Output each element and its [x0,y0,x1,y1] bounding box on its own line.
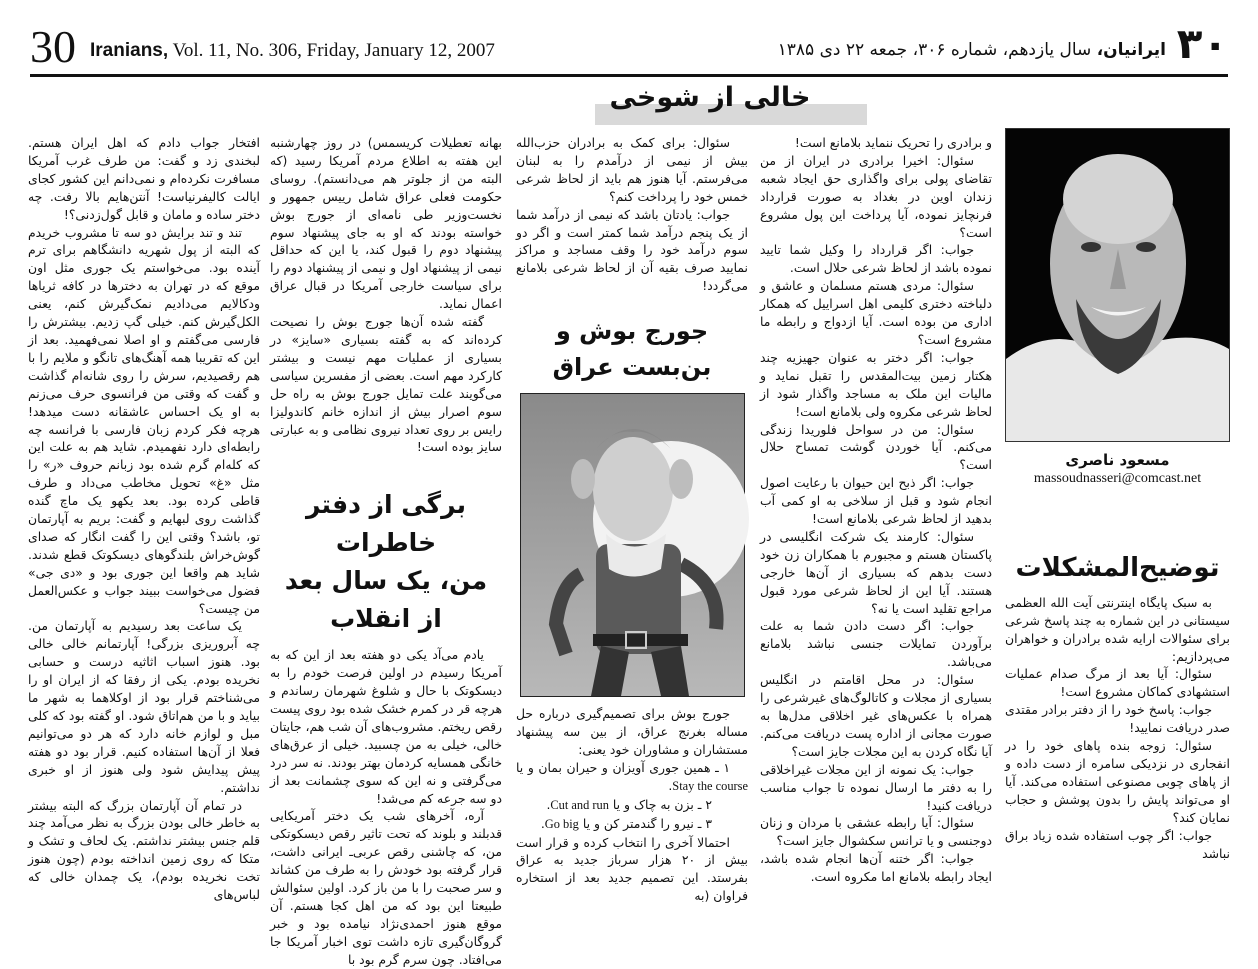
option-3-fa: ۳ ـ نیرو را گندمتر کن و یا [582,815,712,831]
option-1: ۱ ـ همین جوری آویزان و حیران بمان و یا Stay the course. [516,759,748,793]
section-title: خالی از شوخی [609,82,811,113]
paragraph: سئوال: کارمند یک شرکت انگلیسی در پاکستان هستم و مجبورم با همکاران زن خود دست بدهم که بسیاری از آن‌ها خارجی هستند. آیا این از لحاظ شرعی مورد قبول مراجع تقلید است یا نه؟ [760,528,992,616]
paragraph: و برادری را تحریک ننماید بلامانع است! [794,135,992,150]
author-name: مسعود ناصری [1065,451,1170,469]
paragraph: تند و تند برایش دو سه تا مشروب خریدم که البته از پول شهریه دانشگاهم برای ترم آینده بود. می‌خواستم یک جوری مثل اون موقع که در تهران به دخترها در کافه ثریاها ودکالایم می‌دادیم نمک‌گیرش کنم، یعنی الکل‌گیرش کنم. خیلی گپ زدیم. بیشترش را فارسی می‌گفتم و او اصلا نمی‌فهمید. بعد از این که تقریبا همه آهنگ‌های تانگو و ملایم را با هم رقصیدیم، سرش را روی شانه‌ام گذاشت و گفت که وقتی من فرانسوی حرف می‌زنم به او یک احساس عاشقانه دست میدهد! هرچه فکر کردم زبان فارسی با فرانسه چه رابطه‌ای دارد نفهمیدم. شاید هم به علت این که کله‌ام گرم شده بود زبانم حروف «ر» را مثل «غ» تحویل مخاطب می‌داد و طرف قاطی کرده بود. بعد یکهو یک ماچ گنده گذاشت روی لبهایم و گفت: بریم به آپارتمان تو، باشد؟ وقتی این را گفت انگار که صدای گوش‌خراش بلندگوهای دیسکوتک قطع شدند. شاید هم واقعا این جوری بود و «دی جی» فضول می‌خواست ببیند جواب و عکس‌العمل من چیست؟ [28,224,260,616]
paragraph: یک ساعت بعد رسیدیم به آپارتمان من. چه آبروریزی بزرگی! آپارتمانم خالی خالی بود. هنوز اسباب اثاثیه درست و حسابی نخریده بودم. یکی از رفقا که از ایران او را می‌شناختم قرار بود از اوکلاهما به شهر ما بیاید و با من هم‌اتاق شود. او گفته بود که کلی مبل و لوازم خانه دارد که هر دو می‌توانیم فعلا از آن‌ها استفاده کنیم. قرار بود دو هفته پیش پیدایش شود ولی هنوز از او خبری نداشتم. [28,618,260,795]
paragraph: سئوال: زوجه بنده پاهای خود را در انفجاری در نزدیکی سامره از دست داده و از پاهای چوبی مصنوعی استفاده می‌کند. آیا او می‌تواند پایش را بدون پوشش و حجاب نمایان کند؟ [1005,738,1230,825]
article-title: توضیح‌المشکلات [1015,552,1220,583]
paragraph: جواب: اگر چوب استفاده شده زیاد براق نباشد [1005,827,1230,861]
paragraph: بهانه تعطیلات کریسمس) در روز چهارشنبه این هفته به اطلاع مردم آمریکا رسید (که البته من از جلوتر هم می‌دانستم). روسای حکومت فعلی عراق شامل رییس جمهور و نخست‌وزیر طی نامه‌ای از جورج بوش خواسته بودند که او به جای پیشنهاد سوم پیشنهاد دوم را قبول کند، یا این که حداقل نیمی از پیشنهاد اول و نیمی از پیشنهاد دوم را برای سیاست خارجی آمریکا در قبال عراق اعمال نماید. [270,135,502,312]
masthead [30,18,1228,77]
bush-cartoon [520,393,745,697]
paragraph: سئوال: در محل اقامتم در انگلیس بسیاری از مجلات و کاتالوگ‌های غیرشرعی را همراه با عکس‌های غیر اخلاقی مدل‌ها به صورت مجانی از اداره پست دریافت می‌کنم. آیا نگاه کردن به این مجلات جایز است؟ [760,672,992,759]
option-3: ۳ ـ نیرو را گندمتر کن و یا Go big. [540,815,712,831]
option-2: ۲ ـ بزن به چاک و یا Cut and run. [546,796,712,812]
option-1-en: Stay the course [672,778,748,793]
paragraph: جواب: پاسخ خود را از دفتر برادر مقتدی صدر دریافت نمایید! [1005,702,1230,736]
paragraph: جواب: اگر ذبح این حیوان با رعایت اصول انجام شود و قبل از سلاخی به او کمی آب بدهید از لحاظ شرعی بلامانع است! [760,475,992,527]
publication-name-fa: ایرانیان، [1096,40,1166,60]
paragraph: جواب: یک نمونه از این مجلات غیراخلاقی را به دفتر ما ارسال نموده تا جواب مناسب دریافت کنید! [760,761,992,813]
paragraph: آره، آخرهای شب یک دختر آمریکایی قدبلند و بلوند که تحت تاثیر رقص دیسکوتکی من، که چاشنی رقص عربی‌ـ ایرانی داشت، قرار گرفته بود خودش را به طرف من کشاند و سر صحبت را با من باز کرد. اولین سئوالش طبیعتا این بود که من اهل کجا هستم. آن موقع هنوز احمدی‌نژاد نیامده بود و خبر گروگان‌گیری تازه داشت توی اخبار آمریکا جا می‌افتاد. چون سرم گرم بود با [270,808,502,967]
column-2 [270,134,502,967]
option-3-en: Go big [544,816,579,831]
paragraph: در تمام آن آپارتمان بزرگ که البته بیشتر به خاطر خالی بودن بزرگ به نظر می‌آمد چند قلم جنس بیشتر نداشتم. یک لحاف و تشک و متکا که روی زمین انداخته بودم (چون هنوز تخت نخریده بودم)، یک چمدان خالی که لباس‌های [28,797,260,903]
paragraph: جواب: اگر دست دادن شما به علت برآوردن تمایلات جنسی نباشد بلامانع می‌باشد. [760,618,992,670]
paragraph: سئوال: من در سواحل فلوریدا زندگی می‌کنم. آیا خوردن گوشت تمساح حلال است؟ [760,421,992,473]
paragraph: جواب: اگر قرارداد را وکیل شما تایید نموده باشد از لحاظ شرعی حلال است. [760,242,992,276]
paragraph: جواب: اگر ختنه آن‌ها انجام شده باشد، ایجاد رابطه بلامانع اما مکروه است. [760,851,992,885]
author-portrait-image [1006,129,1229,441]
issue-line-fa [778,40,1166,60]
column-1 [28,134,260,903]
option-2-en: Cut and run [550,797,609,812]
paragraph: افتخار جواب دادم که اهل ایران هستم. لبخندی زد و گفت: من طرف غرب آمریکا مسافرت نکرده‌ام و نمی‌دانم این کشور کجای ایالت کالیفرنیاست! آنتن‌هایم بالا رفت. چه دختر ساده و مامان و قابل گول‌زدنی؟! [28,135,260,222]
page-number-fa: ۳۰ [1176,19,1228,68]
paragraph: به سبک پایگاه اینترنتی آیت الله العظمی سیستانی در این شماره به چند پاسخ شرعی برای سئوالات ارایه شده برادران و خواهران می‌پردازیم: [1005,594,1230,664]
article-title: جورج بوش و بن‌بست عراق [552,317,712,382]
paragraph: سئوال: اخیرا برادری در ایران از من تقاضای پولی برای واگذاری حق ایجاد شعبه زندان اوین در بغداد به صورت قرارداد فرنچایز نموده، آیا پرداخت این پول مشروع است؟ [760,152,992,240]
column-4 [760,134,992,885]
paragraph: یادم می‌آد یکی دو هفته بعد از این که به آمریکا رسیدم در اولین فرصت خودم را به دیسکوتک با حال و شلوغ شهرمان رساندم و هرچه قر در کمرم خشک شده بود روی پیست رقص ریختم. مشروب‌های آن شب هم، جایتان خالی، خیلی به من چسبید. خیلی از عرق‌های خانگی همسایه کردمان بهتر بودند. نه سر درد می‌گرفتی و نه این که سوی چشمانت بعد از دو سه جرعه کم می‌شد! [270,647,502,806]
author-photo [1005,128,1230,442]
paragraph: احتمالا آخری را انتخاب کرده و قرار است بیش از ۲۰ هزار سرباز جدید به عراق بفرستد. این تصمیم جدید بعد از استخاره فراوان (به [516,834,748,904]
issue-info-fa: سال یازدهم، شماره ۳۰۶، جمعه ۲۲ دی ۱۳۸۵ [777,40,1092,60]
paragraph: جورج بوش برای تصمیم‌گیری درباره حل مساله بغرنج عراق، از بین سه پیشنهاد مستشاران و مشاوران خود یعنی: [516,706,748,757]
column-3 [516,134,748,904]
option-2-fa: ۲ ـ بزن به چاک و یا [612,796,712,812]
paragraph: گفته شده آن‌ها جورج بوش را نصیحت کرده‌اند که به گفته بسیاری «سایز» در بسیاری از عملیات مهم نیست و بیشتر کارکرد مهم است. بعضی از مفسرین سیاسی می‌گویند علت تمایل جورج بوش به راه حل سوم اصرار بیش از اندازه خانم کاندولیزا رایس بر روی تعداد نیروی نظامی و به عبارتی سایز بوده است! [270,314,502,455]
paragraph: جواب: اگر دختر به عنوان جهیزیه چند هکتار زمین بیت‌المقدس را تقبل نماید و مالیات این ملک به مساجد واگذار شود از لحاظ شرعی مکروه ولی بلامانع است! [760,349,992,419]
cartoon-illustration [521,394,744,696]
paragraph: سئوال: آیا بعد از مرگ صدام عملیات استشهادی کماکان مشروع است! [1005,666,1230,700]
page-number-en: 30 [30,21,76,72]
article-title-line-2: من، یک سال بعد از انقلاب [284,566,488,634]
paragraph: سئوال: آیا رابطه عشقی با مردان و زنان دوجنسی و یا ترانس سکشوال جایز است؟ [760,815,992,849]
publication-name-en: Iranians, [90,40,169,61]
issue-info-en: Vol. 11, No. 306, Friday, January 12, 2007 [172,40,495,61]
column-5 [1005,128,1230,862]
article-title-line-1: برگی از دفتر خاطرات [305,490,467,558]
paragraph: جواب: یادتان باشد که نیمی از درآمد شما از یک پنجم درآمد شما کمتر است و اگر دو سوم درآمد خود را وقف مساجد و مراکز نمایید صرف بقیه آن از لحاظ شرعی بلامانع می‌گردد! [516,206,748,294]
paragraph: سئوال: برای کمک به برادران حزب‌الله بیش از نیمی از درآمدم را به لبنان می‌فرستم. آیا هنوز هم باید از لحاظ شرعی خمس خود را پرداخت کنم؟ [516,135,748,204]
author-email[interactable]: massoudnasseri@comcast.net [1033,470,1202,486]
paragraph: سئوال: مردی هستم مسلمان و عاشق و دلباخته دختری کلیمی اهل اسراییل که همکار اداری من بوده است. آیا ازدواج و رابطه ما مشروع است؟ [760,278,992,347]
issue-line-en [90,40,495,62]
option-1-fa: ۱ ـ همین جوری آویزان و حیران بمان و یا [516,759,730,775]
